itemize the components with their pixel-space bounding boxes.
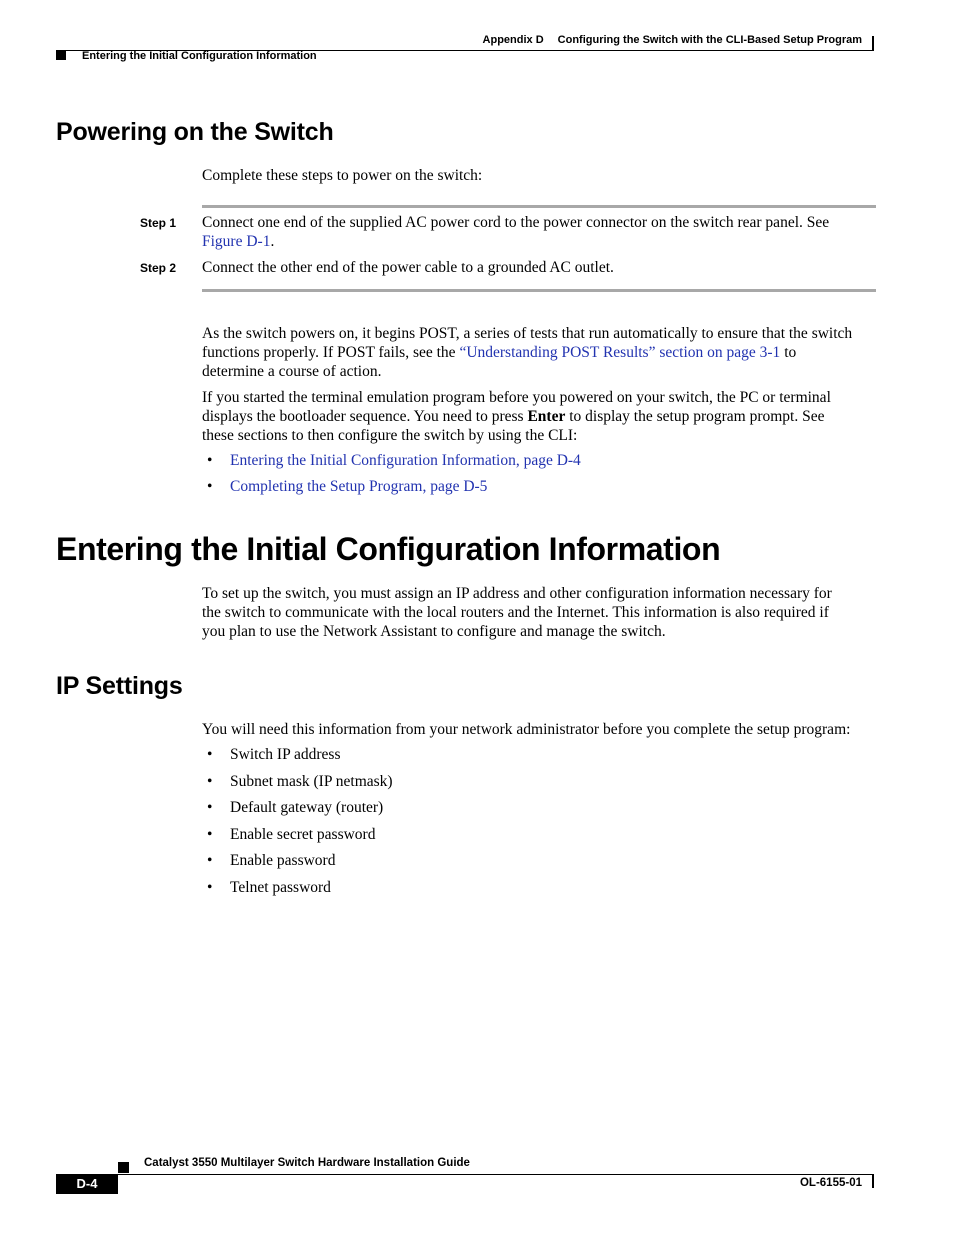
post-line1: As the switch powers on, it begins POST, a series of tests that run automatically to ensure that the switch <box>202 325 853 342</box>
bullet-icon: • <box>207 452 213 469</box>
header-square <box>56 51 66 60</box>
running-header <box>483 34 862 46</box>
header-section: Entering the Initial Configuration Information <box>82 50 317 62</box>
step-1-line1: Connect one end of the supplied AC power cord to the power connector on the switch rear panel. See <box>202 214 830 231</box>
ip-item-enable-secret: Enable secret password <box>230 826 376 843</box>
post-line2 <box>202 343 882 362</box>
bullet-icon: • <box>207 852 213 869</box>
bullet-icon: • <box>207 773 213 790</box>
ip-settings-heading: IP Settings <box>56 672 183 700</box>
footer-doc-number: OL-6155-01 <box>799 1177 862 1189</box>
footer-page-number: D-4 <box>56 1174 118 1194</box>
header-chapter-title: Configuring the Switch with the CLI-Based Setup Program <box>557 34 862 46</box>
ip-item-switch-ip: Switch IP address <box>230 746 341 763</box>
bullet-icon: • <box>207 799 213 816</box>
entering-line3: you plan to use the Network Assistant to configure and manage the switch. <box>202 623 666 640</box>
footer-bar <box>872 1175 874 1188</box>
powering-heading: Powering on the Switch <box>56 118 334 146</box>
step-1-text <box>202 213 876 251</box>
figure-d1-link[interactable]: Figure D-1 <box>202 233 271 250</box>
terminal-paragraph <box>202 388 882 445</box>
header-bar <box>872 36 874 50</box>
post-line3: determine a course of action. <box>202 363 382 380</box>
entering-initial-config-link[interactable]: Entering the Initial Configuration Information, page D-4 <box>230 452 581 469</box>
footer-square <box>118 1162 129 1173</box>
ip-item-default-gateway: Default gateway (router) <box>230 799 384 816</box>
step-2-text: Connect the other end of the power cable to a grounded AC outlet. <box>202 259 614 276</box>
terminal-line3: these sections to then configure the switch by using the CLI: <box>202 427 578 444</box>
entering-line1: To set up the switch, you must assign an IP address and other configuration information necessary for <box>202 585 832 602</box>
enter-key-bold: Enter <box>527 408 566 425</box>
bullet-icon: • <box>207 478 213 495</box>
step-2-label: Step 2 <box>140 261 177 275</box>
entering-paragraph <box>202 584 882 641</box>
step-1-period: . <box>270 233 275 250</box>
entering-line2: the switch to communicate with the local routers and the Internet. This information is also required if <box>202 604 829 621</box>
ip-item-enable-password: Enable password <box>230 852 336 869</box>
entering-heading: Entering the Initial Configuration Information <box>56 531 721 567</box>
terminal-line2-after: to display the setup program prompt. See <box>565 408 825 425</box>
ip-settings-intro: You will need this information from your network administrator before you complete the setup program: <box>202 721 851 738</box>
post-line2-after: to <box>780 344 797 361</box>
post-results-link[interactable]: “Understanding POST Results” section on page 3-1 <box>459 344 781 361</box>
terminal-line2-text: displays the bootloader sequence. You need to press <box>202 408 528 425</box>
procedure-bottom-rule <box>202 289 876 292</box>
footer-rule <box>118 1174 874 1175</box>
completing-setup-link[interactable]: Completing the Setup Program, page D-5 <box>230 478 488 495</box>
powering-intro: Complete these steps to power on the switch: <box>202 167 483 184</box>
footer-guide-title: Catalyst 3550 Multilayer Switch Hardware Installation Guide <box>144 1157 470 1169</box>
ip-item-subnet-mask: Subnet mask (IP netmask) <box>230 773 393 790</box>
bullet-icon: • <box>207 826 213 843</box>
bullet-icon: • <box>207 879 213 896</box>
post-line2-text: functions properly. If POST fails, see the <box>202 344 460 361</box>
terminal-line2 <box>202 407 882 426</box>
terminal-line1: If you started the terminal emulation program before you powered on your switch, the PC or terminal <box>202 389 831 406</box>
bullet-icon: • <box>207 746 213 763</box>
header-appendix: Appendix D <box>482 34 544 46</box>
step-1-line2 <box>202 232 876 251</box>
ip-item-telnet-password: Telnet password <box>230 879 331 896</box>
step-1-label: Step 1 <box>140 216 177 230</box>
post-paragraph <box>202 324 882 381</box>
procedure-top-rule <box>202 205 876 208</box>
